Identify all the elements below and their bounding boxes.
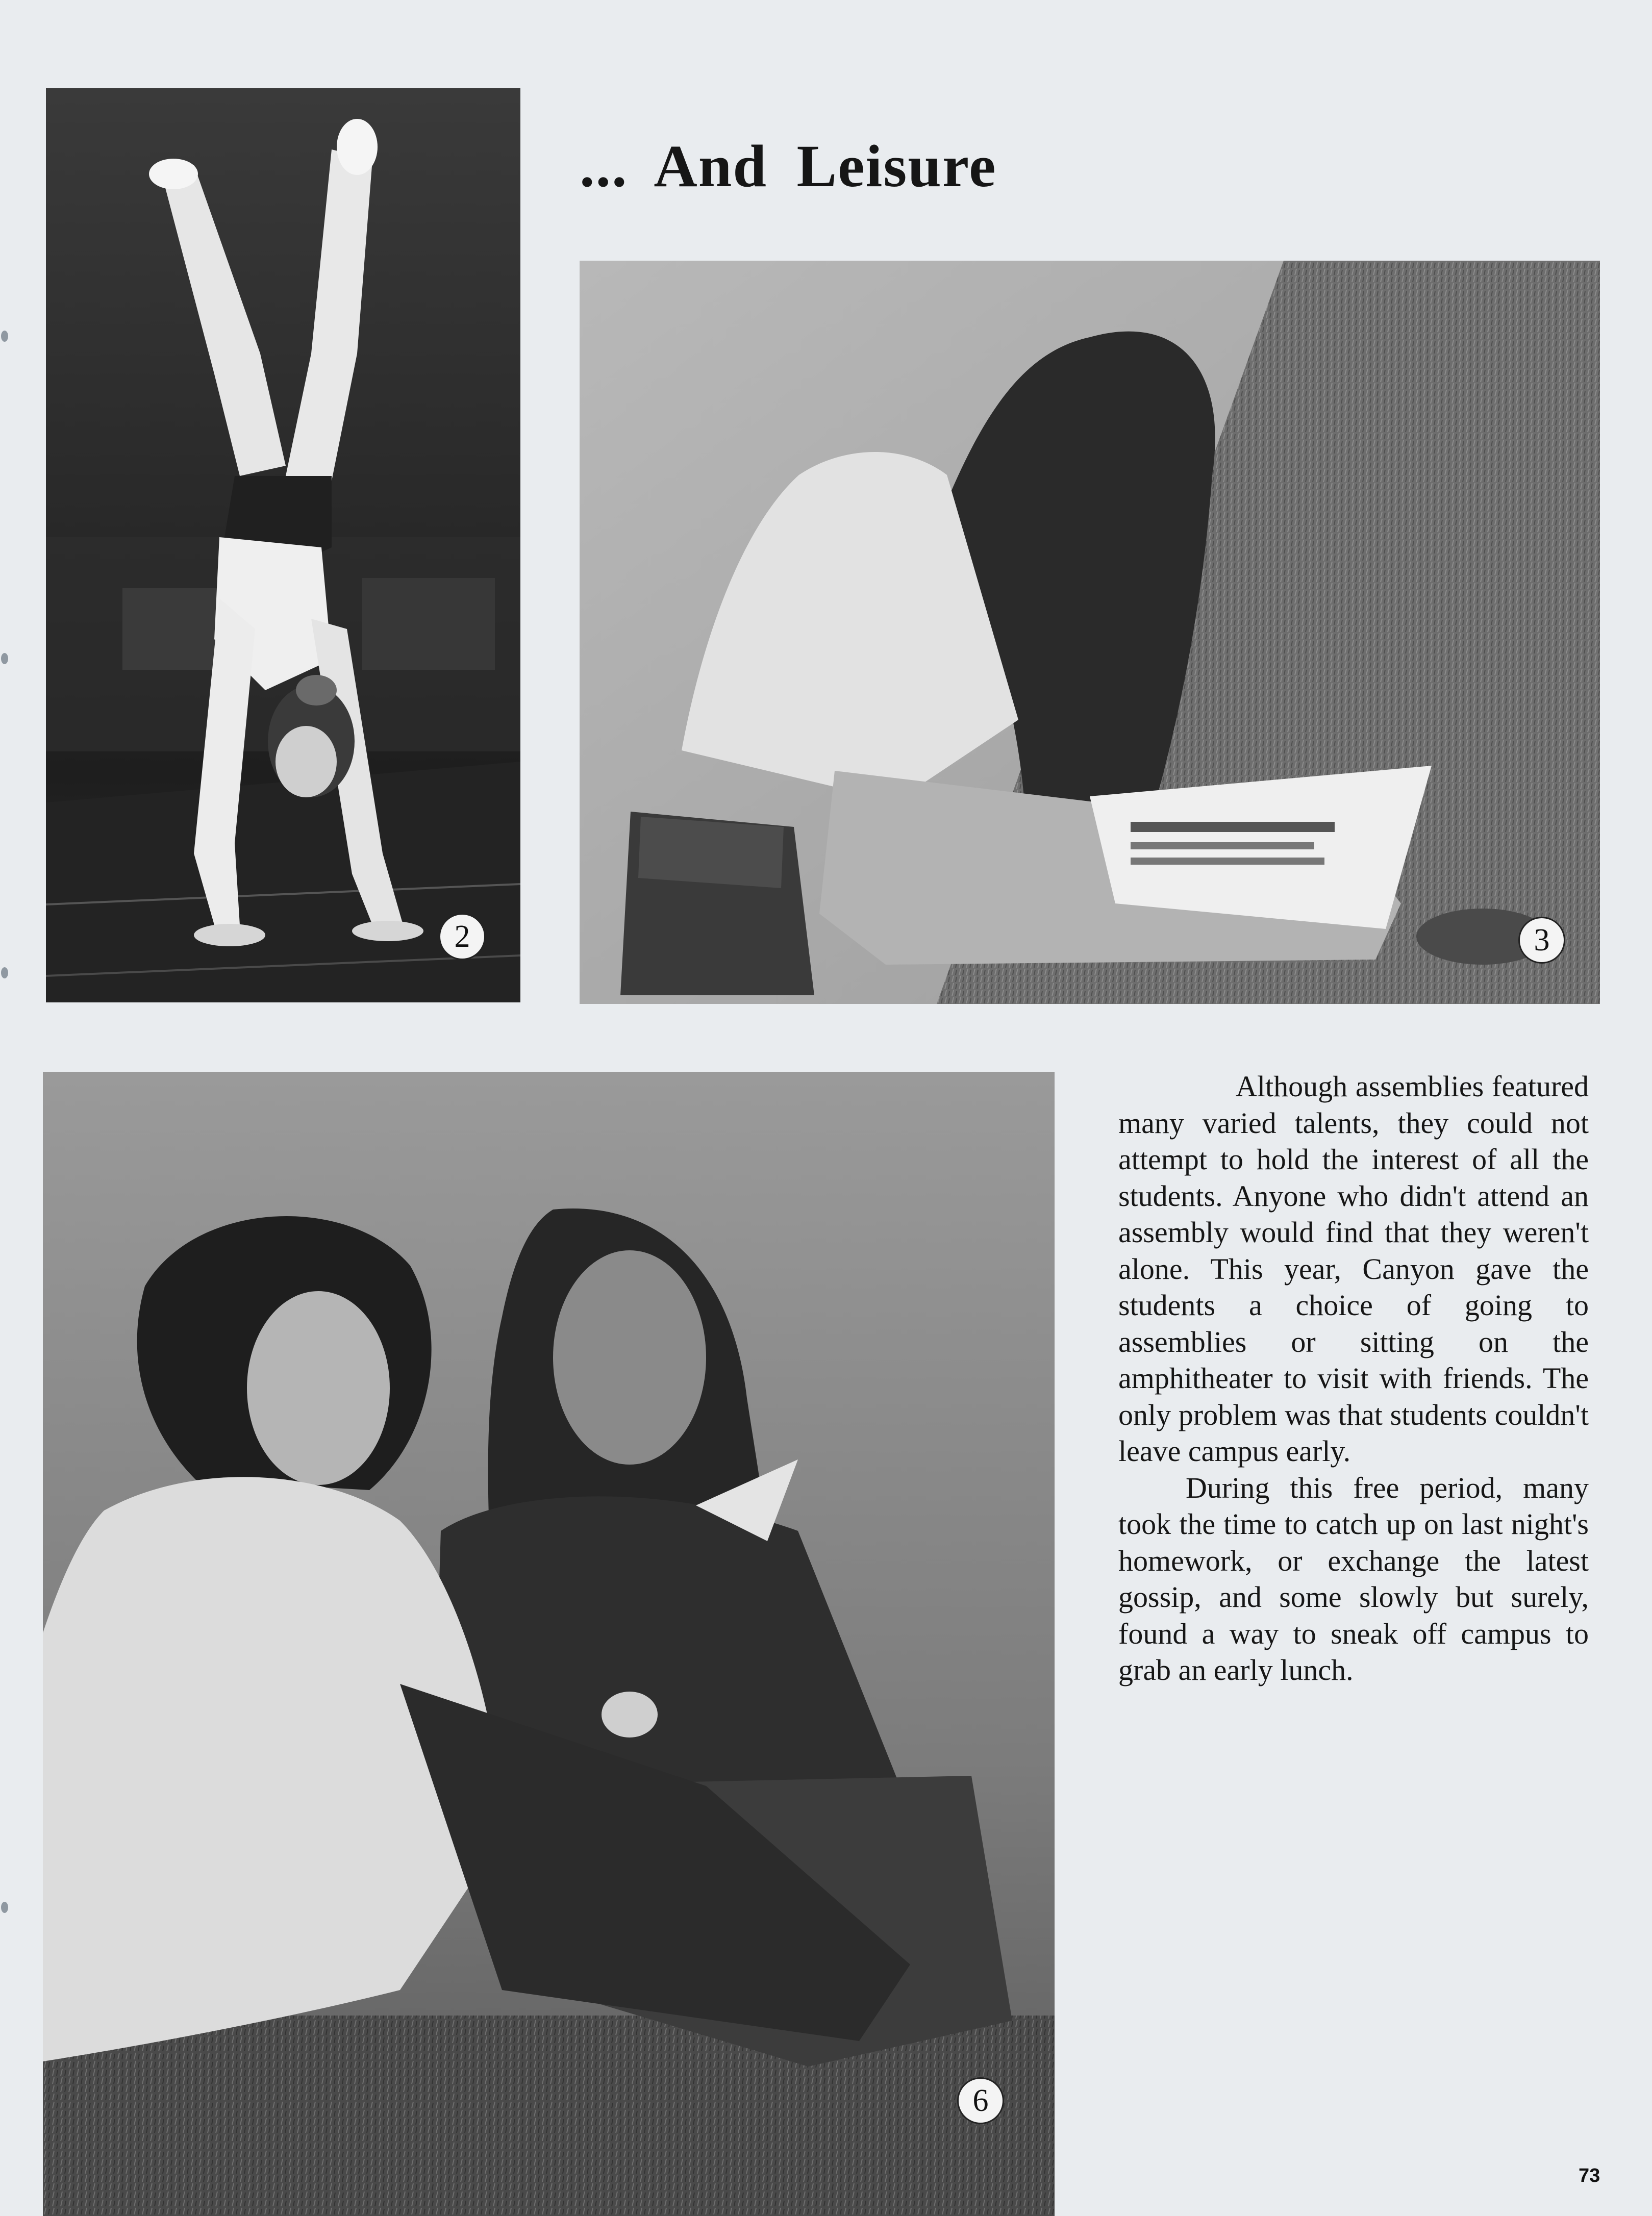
binding-holes: [0, 0, 15, 2216]
photo-number-badge: 6: [957, 2077, 1004, 2124]
article-paragraph: Although assemblies featured many varied talents, they could not attempt to hold the interest of all the students. Anyone who didn't attend an assembly would find that they weren't alone. This year, Canyon gave the students a choice of going to assemblies or sitting on the amphitheater to visit with friends. The only problem was that students couldn't leave campus early.: [1118, 1070, 1589, 1468]
photo-number-badge: 2: [439, 913, 486, 960]
page-number: 73: [1579, 2165, 1600, 2186]
article-body: [1118, 1068, 1589, 1689]
reading-image: [580, 261, 1600, 1004]
photo-number-badge: 3: [1518, 917, 1565, 964]
photo-students-on-lawn: [43, 1072, 1055, 2216]
students-image: [43, 1072, 1055, 2216]
photo-handstand: [46, 88, 520, 1002]
handstand-image: [46, 88, 520, 1002]
page-title: ... And Leisure: [580, 133, 997, 199]
article-paragraph: During this free period, many took the time to catch up on last night's homework, or exchange the latest gossip, and some slowly but surely, found a way to sneak off campus to grab an early lunch.: [1118, 1471, 1589, 1686]
photo-reading-on-grass: [580, 261, 1600, 1004]
